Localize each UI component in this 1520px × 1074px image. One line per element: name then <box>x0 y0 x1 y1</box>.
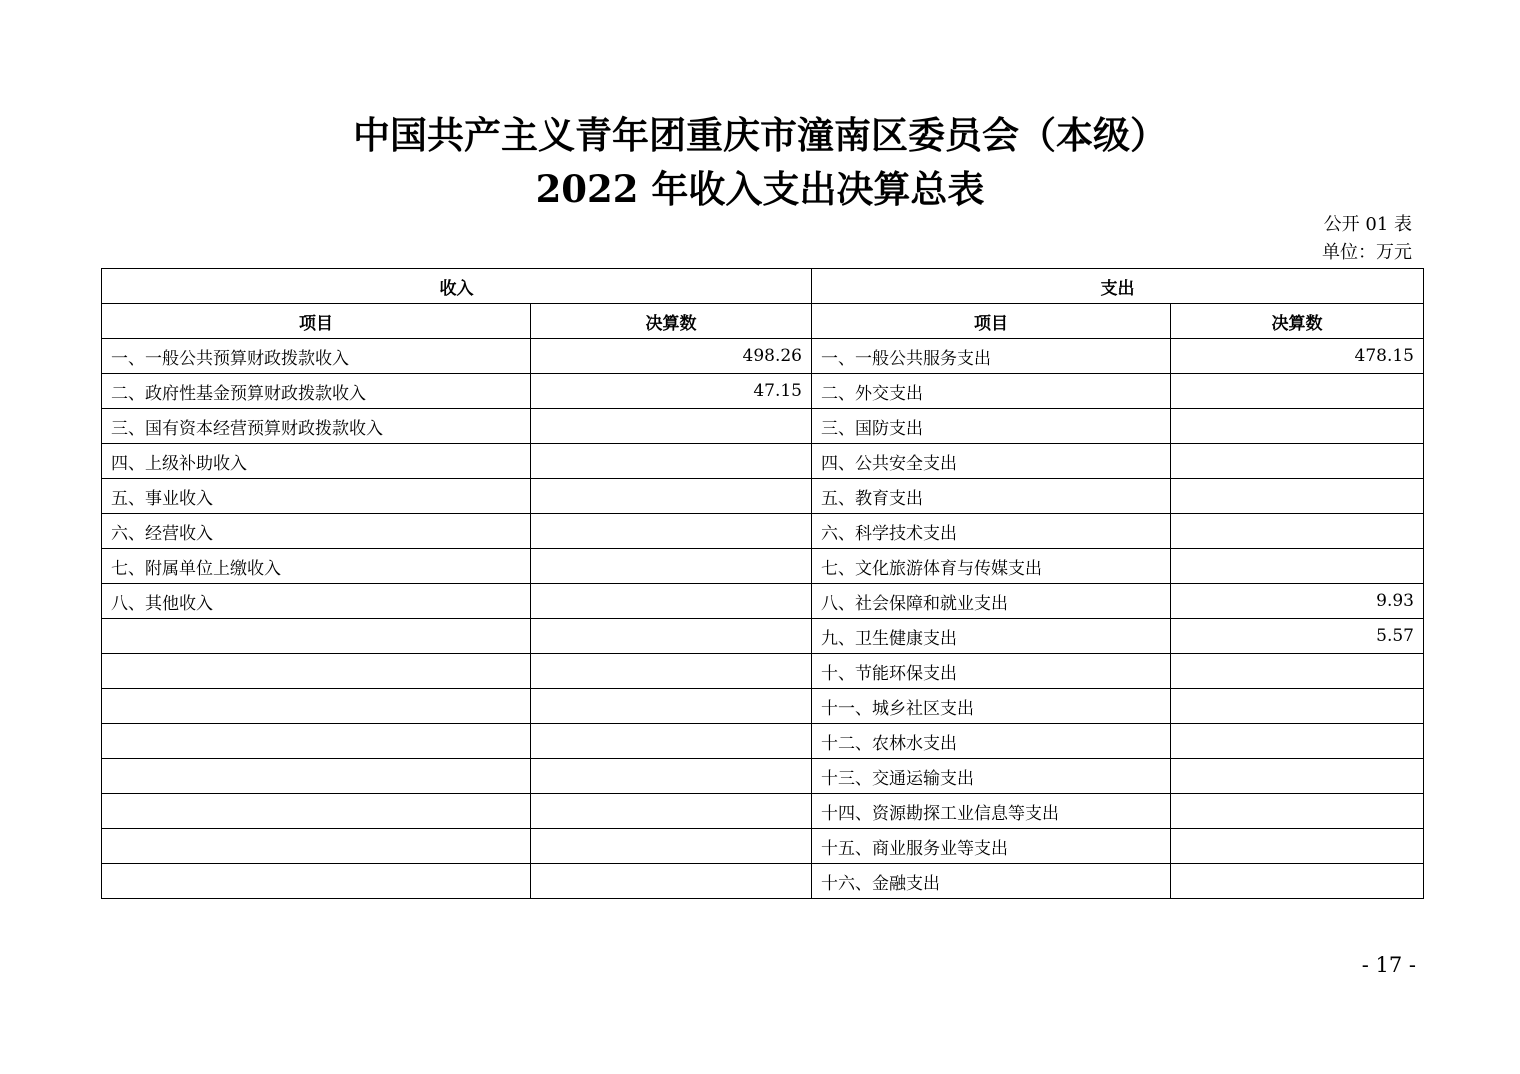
expense-item-cell: 二、外交支出 <box>812 374 1171 409</box>
table-row <box>102 374 1424 409</box>
expense-item-cell: 一、一般公共服务支出 <box>812 339 1171 374</box>
table-row <box>102 444 1424 479</box>
expense-item-cell: 十四、资源勘探工业信息等支出 <box>812 794 1171 829</box>
income-amount-cell <box>531 549 812 584</box>
income-amount-cell <box>531 759 812 794</box>
expense-item-cell: 十三、交通运输支出 <box>812 759 1171 794</box>
expense-amount-cell: 478.15 <box>1171 339 1424 374</box>
income-item-cell <box>102 829 531 864</box>
table-body <box>102 339 1424 899</box>
income-amount-cell <box>531 724 812 759</box>
unit-label: 单位：万元 <box>1322 242 1412 263</box>
expense-amount-cell: 9.93 <box>1171 584 1424 619</box>
expense-amount-cell <box>1171 549 1424 584</box>
expense-amount-cell <box>1171 479 1424 514</box>
income-item-cell <box>102 864 531 899</box>
expense-item-cell: 四、公共安全支出 <box>812 444 1171 479</box>
expense-amount-cell: 5.57 <box>1171 619 1424 654</box>
income-item-cell <box>102 759 531 794</box>
income-item-cell <box>102 794 531 829</box>
income-item-cell: 八、其他收入 <box>102 584 531 619</box>
expense-item-column-header: 项目 <box>812 304 1171 339</box>
expense-amount-cell <box>1171 409 1424 444</box>
expense-amount-cell <box>1171 794 1424 829</box>
income-amount-cell <box>531 829 812 864</box>
table-row <box>102 724 1424 759</box>
table-row <box>102 584 1424 619</box>
expense-item-cell: 十六、金融支出 <box>812 864 1171 899</box>
income-item-cell: 五、事业收入 <box>102 479 531 514</box>
expense-item-cell: 七、文化旅游体育与传媒支出 <box>812 549 1171 584</box>
income-item-cell <box>102 654 531 689</box>
income-amount-column-header: 决算数 <box>531 304 812 339</box>
income-item-cell <box>102 619 531 654</box>
table-row <box>102 409 1424 444</box>
expense-amount-cell <box>1171 864 1424 899</box>
expense-amount-cell <box>1171 829 1424 864</box>
expense-amount-cell <box>1171 689 1424 724</box>
income-item-column-header: 项目 <box>102 304 531 339</box>
table-row <box>102 759 1424 794</box>
expense-item-cell: 五、教育支出 <box>812 479 1171 514</box>
income-item-cell: 二、政府性基金预算财政拨款收入 <box>102 374 531 409</box>
income-amount-cell <box>531 864 812 899</box>
expense-item-cell: 三、国防支出 <box>812 409 1171 444</box>
table-row <box>102 654 1424 689</box>
income-amount-cell <box>531 479 812 514</box>
income-amount-cell <box>531 654 812 689</box>
table-row <box>102 689 1424 724</box>
table-row <box>102 794 1424 829</box>
income-item-cell: 七、附属单位上缴收入 <box>102 549 531 584</box>
income-amount-cell <box>531 689 812 724</box>
expense-item-cell: 八、社会保障和就业支出 <box>812 584 1171 619</box>
expense-amount-column-header: 决算数 <box>1171 304 1424 339</box>
income-amount-cell: 47.15 <box>531 374 812 409</box>
expense-item-cell: 十二、农林水支出 <box>812 724 1171 759</box>
expense-item-cell: 九、卫生健康支出 <box>812 619 1171 654</box>
income-item-cell: 四、上级补助收入 <box>102 444 531 479</box>
income-amount-cell <box>531 619 812 654</box>
income-amount-cell <box>531 584 812 619</box>
table-row <box>102 339 1424 374</box>
document-title-line-1: 中国共产主义青年团重庆市潼南区委员会（本级） <box>353 113 1167 157</box>
expense-amount-cell <box>1171 514 1424 549</box>
expense-amount-cell <box>1171 654 1424 689</box>
table-row <box>102 479 1424 514</box>
income-item-cell: 一、一般公共预算财政拨款收入 <box>102 339 531 374</box>
income-item-cell <box>102 724 531 759</box>
income-amount-cell <box>531 794 812 829</box>
expense-amount-cell <box>1171 759 1424 794</box>
expense-amount-cell <box>1171 444 1424 479</box>
document-title-line-2: 2022 年收入支出决算总表 <box>535 167 985 211</box>
expense-item-cell: 十一、城乡社区支出 <box>812 689 1171 724</box>
table-row <box>102 549 1424 584</box>
income-item-cell: 六、经营收入 <box>102 514 531 549</box>
income-item-cell: 三、国有资本经营预算财政拨款收入 <box>102 409 531 444</box>
income-amount-cell <box>531 409 812 444</box>
expense-item-cell: 十五、商业服务业等支出 <box>812 829 1171 864</box>
income-amount-cell: 498.26 <box>531 339 812 374</box>
table-row <box>102 619 1424 654</box>
page-number: - 17 - <box>1361 953 1416 977</box>
income-amount-cell <box>531 514 812 549</box>
table-row <box>102 864 1424 899</box>
expense-amount-cell <box>1171 724 1424 759</box>
income-item-cell <box>102 689 531 724</box>
table-row <box>102 514 1424 549</box>
income-expense-table <box>101 268 1424 899</box>
expense-section-header: 支出 <box>812 269 1424 304</box>
expense-item-cell: 十、节能环保支出 <box>812 654 1171 689</box>
expense-amount-cell <box>1171 374 1424 409</box>
expense-item-cell: 六、科学技术支出 <box>812 514 1171 549</box>
income-section-header: 收入 <box>102 269 812 304</box>
column-header-row <box>102 304 1424 339</box>
table-row <box>102 829 1424 864</box>
income-amount-cell <box>531 444 812 479</box>
table-code: 公开 01 表 <box>1323 214 1412 235</box>
section-header-row <box>102 269 1424 304</box>
